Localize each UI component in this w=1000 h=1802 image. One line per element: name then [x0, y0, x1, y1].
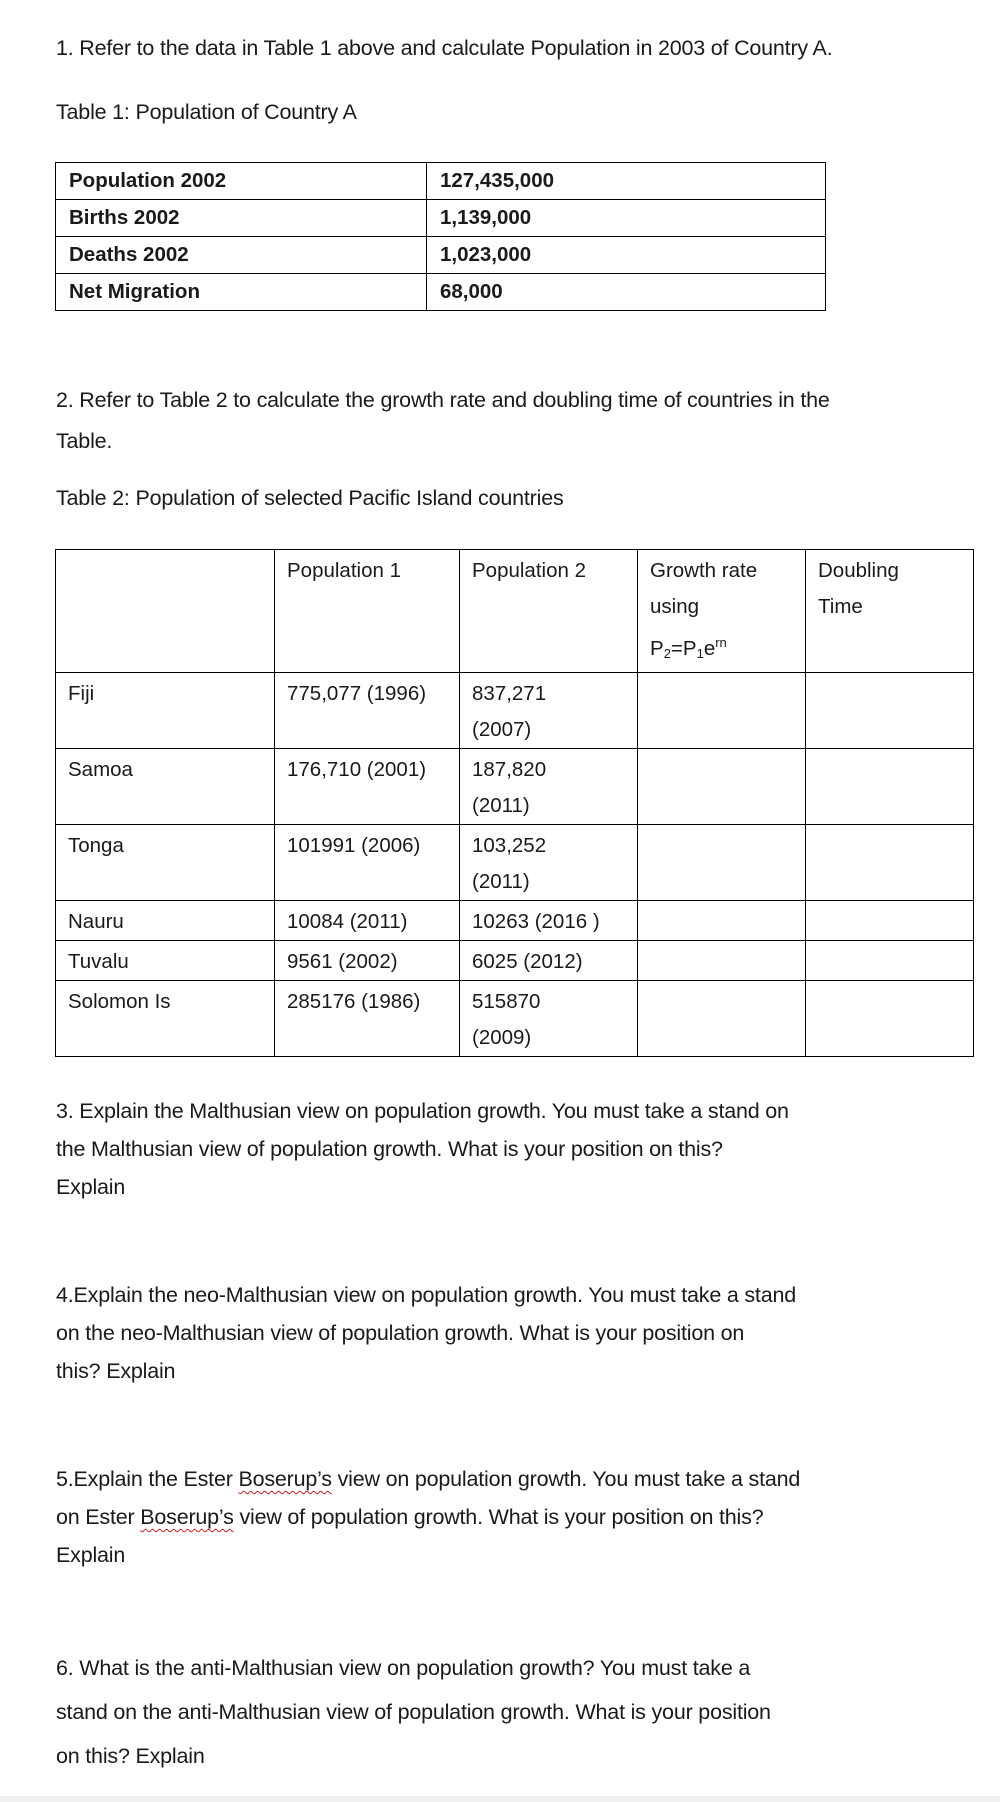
cell-doubling-time[interactable]	[806, 941, 974, 981]
cell-doubling-time[interactable]	[806, 901, 974, 941]
formula-part: e	[703, 637, 716, 660]
table-cell-value: 127,435,000	[427, 163, 826, 200]
cell-doubling-time[interactable]	[806, 673, 974, 749]
cell-population-2: 10263 (2016 )	[460, 901, 638, 941]
question-5-line	[56, 1498, 800, 1536]
table-cell-label: Births 2002	[56, 200, 427, 237]
text-run: 5.Explain the Ester	[56, 1467, 239, 1491]
cell-line: 837,271	[472, 682, 547, 705]
cell-population-2: 6025 (2012)	[460, 941, 638, 981]
question-6	[56, 1646, 771, 1778]
cell-growth-rate[interactable]	[638, 981, 806, 1057]
question-6-line: 6. What is the anti-Malthusian view on population growth? You must take a	[56, 1656, 751, 1680]
cell-line: 103,252	[472, 834, 547, 857]
text-run: on Ester	[56, 1505, 141, 1529]
formula-part: =P	[670, 637, 697, 660]
header-growth-line: Growth rate	[650, 559, 758, 582]
header-growth-line: using	[650, 595, 700, 618]
table-cell-value: 1,023,000	[427, 237, 826, 274]
cell-growth-rate[interactable]	[638, 941, 806, 981]
cell-population-1: 10084 (2011)	[275, 901, 460, 941]
header-growth-rate	[638, 550, 806, 673]
formula-superscript: rn	[715, 635, 727, 650]
question-5-line: Explain	[56, 1543, 126, 1567]
cell-growth-rate[interactable]	[638, 825, 806, 901]
cell-population-1: 176,710 (2001)	[275, 749, 460, 825]
question-4-line: on the neo-Malthusian view of population growth. What is your position on	[56, 1321, 745, 1345]
cell-country: Fiji	[56, 673, 275, 749]
table-1-caption-text: Table 1: Population of Country A	[56, 100, 357, 124]
cell-doubling-time[interactable]	[806, 825, 974, 901]
question-3-line: the Malthusian view of population growth. What is your position on this?	[56, 1137, 723, 1161]
cell-growth-rate[interactable]	[638, 673, 806, 749]
question-6-line: on this? Explain	[56, 1744, 205, 1768]
table-1-caption	[56, 100, 357, 125]
table-row	[56, 274, 826, 311]
page-bottom-gutter	[0, 1796, 1000, 1802]
cell-doubling-time[interactable]	[806, 981, 974, 1057]
header-population-1: Population 1	[275, 550, 460, 673]
cell-country: Samoa	[56, 749, 275, 825]
table-row	[56, 825, 974, 901]
cell-country: Nauru	[56, 901, 275, 941]
cell-population-1: 775,077 (1996)	[275, 673, 460, 749]
header-population-2: Population 2	[460, 550, 638, 673]
table-row	[56, 237, 826, 274]
question-2-line: 2. Refer to Table 2 to calculate the growth rate and doubling time of countries in the	[56, 388, 830, 412]
question-4-line: this? Explain	[56, 1359, 176, 1383]
cell-population-2	[460, 981, 638, 1057]
cell-country: Tuvalu	[56, 941, 275, 981]
question-4-line: 4.Explain the neo-Malthusian view on population growth. You must take a stand	[56, 1283, 796, 1307]
cell-population-2	[460, 749, 638, 825]
cell-line: 187,820	[472, 758, 547, 781]
table-header-row	[56, 550, 974, 673]
cell-population-1: 285176 (1986)	[275, 981, 460, 1057]
question-5-line	[56, 1460, 800, 1498]
table-row	[56, 200, 826, 237]
cell-line: (2011)	[472, 870, 530, 893]
question-5	[56, 1460, 800, 1574]
formula-subscript: 2	[663, 646, 671, 661]
table-1	[55, 162, 826, 311]
table-cell-label: Deaths 2002	[56, 237, 427, 274]
cell-line: (2009)	[472, 1026, 532, 1049]
table-row	[56, 901, 974, 941]
question-3-line: 3. Explain the Malthusian view on population growth. You must take a stand on	[56, 1099, 789, 1123]
cell-growth-rate[interactable]	[638, 901, 806, 941]
table-2	[55, 549, 974, 1057]
formula-part: P	[650, 637, 664, 660]
cell-line: (2007)	[472, 718, 532, 741]
cell-doubling-time[interactable]	[806, 749, 974, 825]
table-cell-value: 1,139,000	[427, 200, 826, 237]
table-row	[56, 749, 974, 825]
question-6-line: stand on the anti-Malthusian view of population growth. What is your position	[56, 1700, 771, 1724]
table-2-caption-text: Table 2: Population of selected Pacific Island countries	[56, 486, 564, 510]
table-row	[56, 673, 974, 749]
table-2-caption	[56, 486, 564, 511]
question-1-text: 1. Refer to the data in Table 1 above and calculate Population in 2003 of Country A.	[56, 36, 833, 60]
question-2	[56, 380, 830, 462]
cell-population-1: 101991 (2006)	[275, 825, 460, 901]
header-doubling-time	[806, 550, 974, 673]
cell-line: 515870	[472, 990, 541, 1013]
question-2-line: Table.	[56, 429, 113, 453]
cell-population-1: 9561 (2002)	[275, 941, 460, 981]
cell-population-2	[460, 673, 638, 749]
table-row	[56, 163, 826, 200]
cell-country: Tonga	[56, 825, 275, 901]
header-doubling-line: Doubling	[818, 559, 899, 582]
spellcheck-flagged-word[interactable]: Boserup’s	[140, 1505, 234, 1529]
cell-country: Solomon Is	[56, 981, 275, 1057]
spellcheck-flagged-word[interactable]: Boserup’s	[238, 1467, 332, 1491]
text-run: view of population growth. What is your position on this?	[233, 1505, 764, 1529]
table-cell-value: 68,000	[427, 274, 826, 311]
cell-line: (2011)	[472, 794, 530, 817]
formula-subscript: 1	[696, 646, 704, 661]
question-3	[56, 1092, 789, 1206]
question-3-line: Explain	[56, 1175, 126, 1199]
header-country	[56, 550, 275, 673]
cell-growth-rate[interactable]	[638, 749, 806, 825]
question-4	[56, 1276, 796, 1390]
growth-formula	[650, 625, 805, 672]
table-row	[56, 941, 974, 981]
text-run: view on population growth. You must take a stand	[331, 1467, 801, 1491]
header-doubling-line: Time	[818, 595, 863, 618]
cell-population-2	[460, 825, 638, 901]
question-1	[56, 36, 832, 61]
table-row	[56, 981, 974, 1057]
table-cell-label: Population 2002	[56, 163, 427, 200]
table-cell-label: Net Migration	[56, 274, 427, 311]
